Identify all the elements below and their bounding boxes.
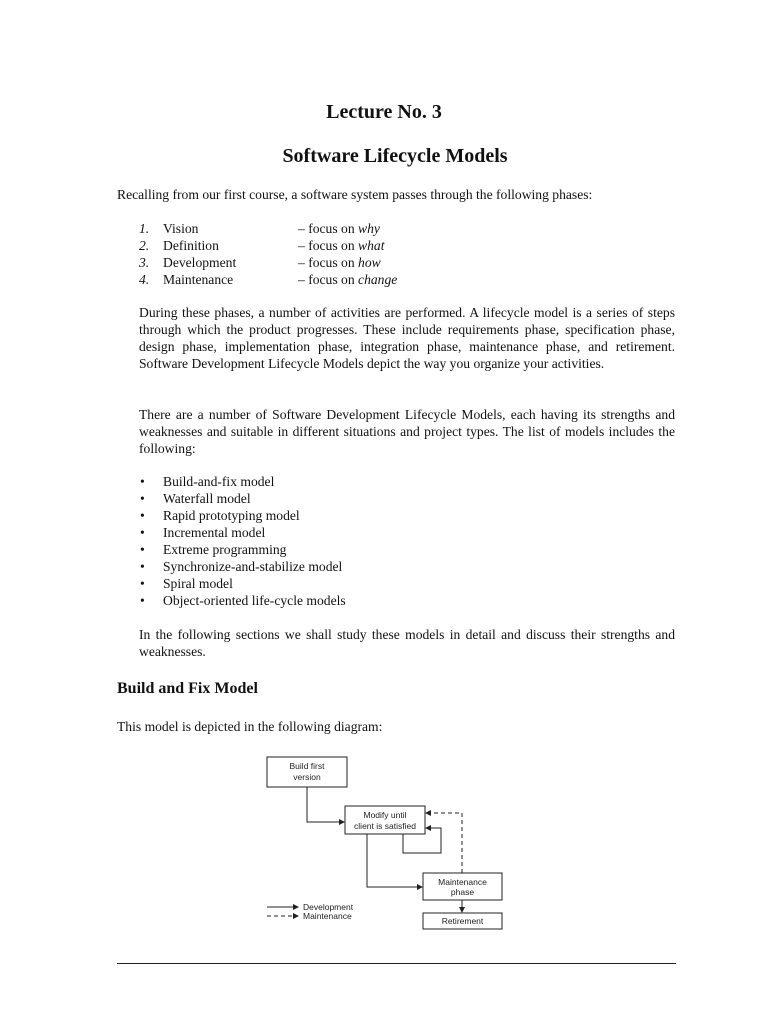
modify-label: client is satisfied: [354, 821, 416, 831]
chapter-title: Software Lifecycle Models: [282, 145, 508, 167]
phase-focus-prefix: – focus on: [298, 221, 359, 236]
maintenance-label: phase: [450, 887, 475, 897]
model-name: Build-and-fix model: [163, 474, 275, 489]
bullet-icon: •: [140, 559, 145, 574]
model-name: Synchronize-and-stabilize model: [163, 559, 343, 574]
footer-divider: [117, 963, 676, 964]
bullet-icon: •: [140, 474, 145, 489]
phase-focus-prefix: – focus on: [298, 272, 359, 287]
lecture-title: Lecture No. 3: [326, 101, 442, 123]
retirement-label: Retirement: [441, 916, 484, 926]
phase-number: 3.: [139, 255, 150, 270]
phase-focus-prefix: – focus on: [298, 238, 359, 253]
phase-focus-word: how: [358, 255, 381, 270]
phase-number: 2.: [139, 238, 150, 253]
sections-paragraph: In the following sections we shall study these models in detail and discuss their strengths and weaknesses.: [139, 627, 675, 659]
phase-name: Maintenance: [163, 272, 234, 287]
legend-development-label: Development: [303, 902, 354, 912]
build-first-label: Build first: [289, 761, 325, 771]
phase-name: Definition: [163, 238, 219, 253]
phase-name: Vision: [163, 221, 199, 236]
bullet-icon: •: [140, 508, 145, 523]
legend-maintenance-label: Maintenance: [303, 911, 352, 921]
phase-focus-prefix: – focus on: [298, 255, 359, 270]
model-name: Extreme programming: [163, 542, 287, 557]
modify-to-maintenance-arrow: [367, 834, 422, 887]
section-heading: Build and Fix Model: [117, 680, 258, 697]
build-first-label: version: [293, 772, 321, 782]
phase-number: 4.: [139, 272, 150, 287]
intro-paragraph: Recalling from our first course, a software system passes through the following phases:: [117, 187, 593, 202]
build-to-modify-arrow: [307, 787, 344, 822]
modify-label: Modify until: [363, 810, 407, 820]
model-name: Incremental model: [163, 525, 266, 540]
lifecycle-paragraph: During these phases, a number of activities are performed. A lifecycle model is a series of steps through which the product progresses. These include requirements phase, specification phase, design phase, implementation phase, integration phase, maintenance phase, and retirement. Software Development Lifecycle Models depict the way you organize your activities.: [139, 305, 675, 371]
bullet-icon: •: [140, 542, 145, 557]
phase-focus-word: change: [358, 272, 398, 287]
bullet-icon: •: [140, 576, 145, 591]
bullet-icon: •: [140, 593, 145, 608]
phase-focus-word: what: [358, 238, 385, 253]
bullet-icon: •: [140, 491, 145, 506]
model-name: Object-oriented life-cycle models: [163, 593, 346, 608]
model-name: Waterfall model: [163, 491, 251, 506]
diagram-caption: This model is depicted in the following diagram:: [117, 719, 383, 734]
phase-name: Development: [163, 255, 237, 270]
phase-focus-word: why: [358, 221, 380, 236]
model-name: Rapid prototyping model: [163, 508, 300, 523]
maintenance-label: Maintenance: [438, 877, 487, 887]
model-name: Spiral model: [163, 576, 233, 591]
bullet-icon: •: [140, 525, 145, 540]
maintenance-to-modify-arrow: [426, 813, 462, 873]
phase-number: 1.: [139, 221, 150, 236]
models-intro-paragraph: There are a number of Software Development Lifecycle Models, each having its strengths and weaknesses and suitable in different situations and project types. The list of models includes the following:: [139, 407, 675, 456]
